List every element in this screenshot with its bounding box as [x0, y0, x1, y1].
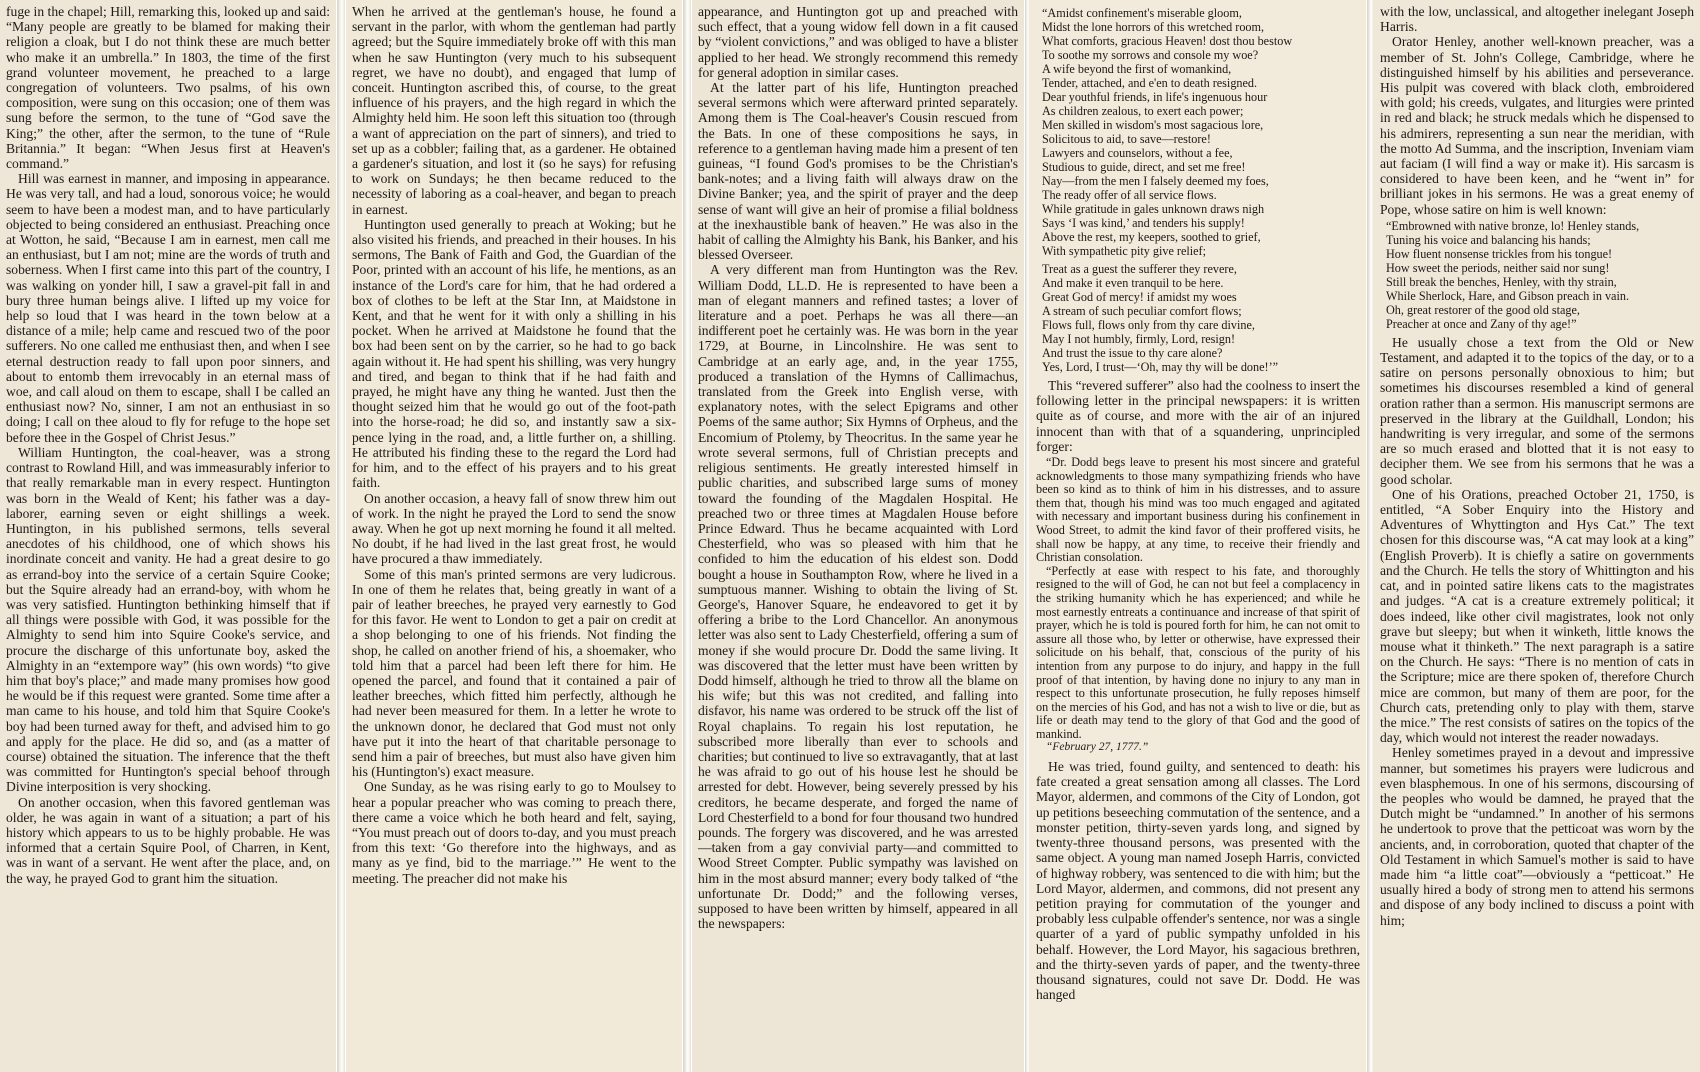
- verse-line: Solicitous to aid, to save—restore!: [1042, 132, 1211, 146]
- verse-line: And make it even tranquil to be here.: [1042, 276, 1224, 290]
- verse-line: Studious to guide, direct, and set me free!: [1042, 160, 1246, 174]
- verse-line: May I not humbly, firmly, Lord, resign!: [1042, 332, 1236, 346]
- verse-line: What comforts, gracious Heaven! dost thou bestow: [1042, 34, 1293, 48]
- fold-divider: [683, 0, 691, 1072]
- paragraph: One of his Orations, preached October 21, 1750, is entitled, “A Sober Enquiry into the History and Adventures of Whyttington and Hys Cat.” The text chosen for this discourse was, “A cat may look at a king” (English Proverb). It is chiefly a satire on governments and the Church. He tells the story of Whittington and his cat, and in pointed satire likens cats to the magistrates and judges. “A cat is a creature extremely political; it does indeed, like other civil magistrates, look not only grave but sleepy; but when it winketh, little knows the mouse what it thinketh.” The next paragraph is a satire on the Church. He says: “There is no mention of cats in the Scripture; mice are there spoken of, therefore Church mice are common, but many of them are poor, for the Church cats, pretending only to play with them, starve the mice.” The rest consists of satires on the topics of the day, which would not interest the reader nowadays.: [1380, 486, 1694, 746]
- letter-date: “February 27, 1777.”: [1046, 741, 1149, 754]
- paragraph: with the low, unclassical, and altogether inelegant Joseph Harris.: [1380, 4, 1694, 35]
- verse-line: While Sherlock, Hare, and Gibson preach in vain.: [1386, 288, 1629, 303]
- paragraph: On another occasion, a heavy fall of snow threw him out of work. In the night he prayed the Lord to send the snow away. When he got up next morning he found it all melted. No doubt, if he had lived in the last great frost, he would have procured a thaw immediately.: [352, 490, 676, 567]
- paragraph: He was tried, found guilty, and sentenced to death: his fate created a great sensation among all classes. The Lord Mayor, aldermen, and commons of the City of London, got up petitions beseeching commutation of the sentence, and a monster petition, thirty-seven yards long, and signed by twenty-three thousand persons, was presented with the same object. A young man named Joseph Harris, convicted of highway robbery, was sentenced to die with him; but the Lord Mayor, aldermen, and commons, did not present any petition praying for commutation of the younger and probably less culpable offender's sentence, nor was a single quarter of a yard of public sympathy unfolded in his behalf. However, the Lord Mayor, his sagacious brethren, and the thirty-seven yards of paper, and the twenty-three thousand signatures, could not save Dr. Dodd. He was hanged: [1036, 759, 1360, 1003]
- paragraph: Hill was earnest in manner, and imposing in appearance. He was very tall, and had a loud, sonorous voice; he would seem to have been a modest man, and to have particularly objected to being considered an enthusiast. Preaching once at Wotton, he said, “Because I am in earnest, men call me an enthusiast, but I am not; mine are the words of truth and soberness. When I first came into this part of the country, I was walking on yonder hill, I saw a gravel-pit fall in and bury three human beings alive. I lifted up my voice for help so loud that I was heard in the town below at a distance of a mile; help came and rescued two of the poor sufferers. No one called me enthusiast then, and when I see eternal destruction ready to fall upon poor sinners, and about to entomb them irrevocably in an eternal mass of woe, and call aloud on them to escape, shall I be called an enthusiast now? No, sinner, I am not an enthusiast in so doing; I call on thee aloud to fly for refuge to the hope set before thee in the Gospel of Christ Jesus.”: [6, 171, 330, 445]
- pope-satire-verse: [1380, 219, 1694, 331]
- column-2: [346, 0, 682, 1072]
- paragraph: When he arrived at the gentleman's house, he found a servant in the parlor, with whom the gentleman had partly agreed; but the Squire immediately broke off with this man when he saw Huntington (very much to his subsequent regret, we have no doubt), and engaged that lump of conceit. Huntington ascribed this, of course, to the great influence of his prayers, and the high regard in which the Almighty held him. He soon left this situation too (through a want of appreciation on the part of sinners), and tried to set up as a cobbler; failing that, as a gardener. He obtained a gardener's situation, and lost it (so he says) for refusing to work on Sundays; he then became reduced to the necessity of laboring as a coal-heaver, and began to preach in earnest.: [352, 4, 676, 217]
- verse-line: Yes, Lord, I trust—‘Oh, may thy will be done!’”: [1042, 360, 1279, 374]
- paragraph: A very different man from Huntington was the Rev. William Dodd, LL.D. He is represented to have been a man of elegant manners and refined tastes; a lover of literature and a poet. Perhaps he was all there—an indifferent poet he certainly was. He was born in the year 1729, at Bourne, in Lincolnshire. He was sent to Cambridge at an early age, and, in the year 1755, produced a translation of the Hymns of Callimachus, translated from the Greek into English verse, with explanatory notes, with the select Epigrams and other Poems of the same author; Six Hymns of Orpheus, and the Encomium of Ptolemy, by Theocritus. In the same year he wrote several sermons, full of Christian precepts and religious sentiments. He greatly interested himself in public charities, and subscribed large sums of money toward the founding of the Magdalen Hospital. He preached two or three times at Magdalen House before Prince Edward. Thus he became acquainted with Lord Chesterfield, who was so pleased with him that he confided to him the education of his eldest son. Dodd bought a house in Southampton Row, where he lived in a sumptuous manner. Wishing to obtain the living of St. George's, Hanover Square, he endeavored to get it by offering a bribe to the Lord Chancellor. An anonymous letter was also sent to Lady Chesterfield, offering a sum of money if she would procure Dr. Dodd the same living. It was discovered that the letter must have been written by Dodd himself, although he tried to throw all the blame on his wife; but this was not credited, and falling into disfavor, his name was ordered to be struck off the list of Royal chaplains. To regain his lost reputation, he subscribed more liberally than ever to schools and charities; but continued to live so extravagantly, that at last he was afraid to go out of his house lest he should be arrested for debt. However, being severely pressed by his creditors, he became desperate, and forged the name of Lord Chesterfield to a bond for four thousand two hundred pounds. The forgery was discovered, and he was arrested—taken from a gay convivial party—and committed to Wood Street Compter. Public sympathy was lavished on him in the most absurd manner; every body talked of “the unfortunate Dr. Dodd;” and the following verses, supposed to have been written by himself, appeared in all the newspapers:: [698, 262, 1018, 932]
- verse-line: Above the rest, my keepers, soothed to grief,: [1042, 230, 1261, 244]
- dodd-verses-part-2: [1036, 262, 1360, 374]
- paragraph: Orator Henley, another well-known preacher, was a member of St. John's College, Cambridge, where he distinguished himself by his abilities and perseverance. His pulpit was covered with black cloth, embroidered with gold; his creeds, vulgates, and liturgies were printed in red and black; he struck medals which he dispensed to his admirers, representing a sun near the meridian, with the motto Ad Summa, and the inscription, Inveniam viam aut faciam (I will find a way or make it). His sarcasm is considered to have been keen, and he “went in” for brilliant jokes in his sermons. He was a great enemy of Pope, whose satire on him is well known:: [1380, 34, 1694, 217]
- verse-line: Midst the lone horrors of this wretched room,: [1042, 20, 1265, 34]
- verse-line: Great God of mercy! if amidst my woes: [1042, 290, 1237, 304]
- verse-line: With sympathetic pity give relief;: [1042, 244, 1206, 258]
- verse-line: Still break the benches, Henley, with thy strain,: [1386, 274, 1617, 289]
- paragraph: He usually chose a text from the Old or New Testament, and adapted it to the topics of the day, or to a satire on persons personally obnoxious to him; but sometimes his discourses resembled a kind of general oration rather than a sermon. His manuscript sermons are preserved in the library at the Guildhall, London; his handwriting is very irregular, and some of the sermons are so much erased and blotted that it is not easy to decipher them. We see from his sermons that he was a good scholar.: [1380, 334, 1694, 487]
- dodd-letter: [1036, 456, 1360, 755]
- verse-line: To soothe my sorrows and console my woe?: [1042, 48, 1259, 62]
- verse-line: A stream of such peculiar comfort flows;: [1042, 304, 1242, 318]
- fold-divider: [1367, 0, 1374, 1072]
- paragraph: At the latter part of his life, Huntington preached several sermons which were afterward printed separately. Among them is The Coal-heaver's Cousin rescued from the Bats. In one of these compositions he says, in reference to a gentleman having made him a present of ten guineas, “I found God's promises to be the Christian's bank-notes; and a living faith will always draw on the Divine Banker; yea, and the spirit of prayer and the deep sense of want will give an heir of promise a filial boldness at the inexhaustible bank of heaven.” He was also in the habit of calling the Almighty his Bank, his Banker, and his blessed Overseer.: [698, 80, 1018, 263]
- verse-line: Lawyers and counselors, without a fee,: [1042, 146, 1233, 160]
- paragraph: William Huntington, the coal-heaver, was a strong contrast to Rowland Hill, and was immeasurably inferior to that really remarkable man in every respect. Huntington was born in the Weald of Kent; his father was a day-laborer, earning seven or eight shillings a week. Huntington, in his published sermons, tells several anecdotes of his childhood, one of which shows his inordinate conceit and vanity. He had a great desire to go as errand-boy into the service of a certain Squire Cooke; but the Squire already had an errand-boy, with whom he was very satisfied. Huntington bethinking himself that if all things were possible with God, it was possible for the Almighty to send him into Squire Cooke's service, and procure the discharge of this unfortunate boy, asked the Almighty in an “extempore way” (his own words) “to give him that boy's place;” and made many promises how good he would be if this request were granted. Some time after a man came to his house, and told him that Squire Cooke's boy had been turned away for theft, and advised him to go and apply for the place. He did so, and (as a matter of course) obtained the situation. The inference that the theft was committed for Huntington's special behoof through Divine interposition is very shocking.: [6, 444, 330, 795]
- verse-line: While gratitude in gales unknown draws nigh: [1042, 202, 1265, 216]
- verse-line: Nay—from the men I falsely deemed my foes,: [1042, 174, 1269, 188]
- verse-line: Tender, attached, and e'en to death resigned.: [1042, 76, 1258, 90]
- verse-line: “Amidst confinement's miserable gloom,: [1042, 6, 1242, 20]
- column-3: [692, 0, 1024, 1072]
- verse-line: Flows full, flows only from thy care divine,: [1042, 318, 1255, 332]
- verse-line: Preacher at once and Zany of thy age!”: [1386, 316, 1577, 331]
- verse-line: Men skilled in wisdom's most sagacious lore,: [1042, 118, 1264, 132]
- paragraph: fuge in the chapel; Hill, remarking this, looked up and said: “Many people are greatly to be blamed for making their religion a cloak, but I do not think these are much better who make it an umbrella.” In 1803, the time of the first grand volunteer movement, he preached to a large congregation of volunteers. Two psalms, of his own composition, were sung on this occasion; one of them was sung before the sermon, to the tune of “God save the King;” the other, after the sermon, to the tune of “Rule Britannia.” It began: “When Jesus first at Heaven's command.”: [6, 4, 330, 172]
- paragraph: Henley sometimes prayed in a devout and impressive manner, but sometimes his prayers were ludicrous and even blasphemous. In one of his sermons, discoursing of the peoples who would be damned, he prayed that the Dutch might be “undamned.” In another of his sermons he undertook to prove that the petticoat was worn by the ancients, and, in corroboration, quoted that chapter of the Old Testament in which Samuel's mother is said to have made him “a little coat”—obviously a “petticoat.” He usually hired a body of strong men to attend his sermons and dispose of any body inclined to discuss a point with him;: [1380, 745, 1694, 928]
- verse-line: Dear youthful friends, in life's ingenuous hour: [1042, 90, 1268, 104]
- paragraph: Some of this man's printed sermons are very ludicrous. In one of them he relates that, being greatly in want of a pair of leather breeches, he prayed very earnestly to God for this favor. He went to London to get a pair on credit at a shop belonging to one of his friends. Not finding the shop, he called on another friend of his, a shoemaker, who told him that a parcel had been left there for him. He opened the parcel, and found that it contained a pair of leather breeches, which fitted him perfectly, although he had never been measured for them. In a letter he wrote to the unknown donor, he declared that God must not only have put it into the heart of that charitable personage to send him a pair of breeches, but must also have given him his (Huntington's) exact measure.: [352, 566, 676, 780]
- verse-line: A wife beyond the first of womankind,: [1042, 62, 1232, 76]
- verse-line: How fluent nonsense trickles from his tongue!: [1386, 246, 1613, 261]
- fold-divider: [337, 0, 345, 1072]
- paragraph: appearance, and Huntington got up and preached with such effect, that a young widow fell down in a fit caused by “violent convictions,” and was obliged to have a blister applied to her head. We strongly recommend this remedy for general adoption in similar cases.: [698, 4, 1018, 80]
- letter-paragraph: “Dr. Dodd begs leave to present his most sincere and grateful acknowledgments to those many sympathizing friends who have been so kind as to think of him in his distresses, and to assure them that, though his mind was too much engaged and agitated with necessary and important business during his confinement in Wood Street, to admit the kind favor of their proffered visits, he shall now be happy, at any time, to receive their friendly and Christian consolation.: [1036, 455, 1360, 565]
- verse-line: Tuning his voice and balancing his hands;: [1386, 232, 1591, 247]
- letter-paragraph: “Perfectly at ease with respect to his fate, and thoroughly resigned to the will of God, he can not but feel a complacency in the striking humanity which he has experienced; and while he most earnestly entreats a continuance and increase of that spirit of prayer, which he is told is poured forth for him, he can not omit to assure all those who, by letter or otherwise, have expressed their solicitude on his behalf, that, conscious of the purity of his intention from any purpose to do injury, and happy in the full proof of that intention, by having done no injury to any man in respect to this unfortunate prosecution, he fully reposes himself on the mercies of his God, and has not a wish to live or die, but as life or death may tend to the glory of that God and the good of mankind.: [1036, 563, 1360, 741]
- dodd-verses-part-1: [1036, 6, 1360, 258]
- verse-line: How sweet the periods, neither said nor sung!: [1386, 260, 1610, 275]
- paragraph: This “revered sufferer” also had the coolness to insert the following letter in the principal newspapers: it is written quite as of course, and more with the air of an injured innocent than with that of a squandering, unprincipled forger:: [1036, 378, 1360, 454]
- verse-line: And trust the issue to thy care alone?: [1042, 346, 1223, 360]
- column-1: [0, 0, 336, 1072]
- verse-line: Treat as a guest the sufferer they revere,: [1042, 262, 1237, 276]
- verse-line: Says ‘I was kind,’ and tenders his supply!: [1042, 216, 1245, 230]
- column-4: [1030, 0, 1366, 1072]
- paragraph: One Sunday, as he was rising early to go to Moulsey to hear a popular preacher who was coming to preach there, there came a voice which he both heard and felt, saying, “You must preach out of doors to-day, and you must preach from this text: ‘Go therefore into the highways, and as many as ye find, bid to the marriage.’” He went to the meeting. The preacher did not make his: [352, 779, 676, 886]
- verse-line: Oh, great restorer of the good old stage,: [1386, 302, 1580, 317]
- paragraph: Huntington used generally to preach at Woking; but he also visited his friends, and preached in their houses. In his sermons, The Bank of Faith and God, the Guardian of the Poor, printed with an account of his life, he mentions, as an instance of the Lord's care for him, that he had ordered a box of clothes to be left at the Star Inn, at Maidstone in Kent, and that he went for it with only a shilling in his pocket. When he arrived at Maidstone he found that the box had been sent on by the carrier, so he had to go back again without it. He had spent his shilling, was very hungry and tired, and began to think that if he had faith and prayed, he might have any thing he wanted. Just then the thought seized him that he would go out of the foot-path into the horse-road; he did so, and instantly saw a six-pence lying in the road, and, a little further on, a shilling. He attributed his finding these to the regard the Lord had for him, and to the effect of his prayers and to his great faith.: [352, 216, 676, 491]
- verse-line: The ready offer of all service flows.: [1042, 188, 1217, 202]
- verse-line: “Embrowned with native bronze, lo! Henley stands,: [1386, 218, 1640, 233]
- verse-line: As children zealous, to exert each power;: [1042, 104, 1244, 118]
- paragraph: On another occasion, when this favored gentleman was older, he was again in want of a situation; a part of his history which appears to us to be highly probable. He was informed that a certain Squire Pool, of Charren, in Kent, was in want of a servant. He went after the place, and, on the way, he prayed God to grant him the situation.: [6, 794, 330, 886]
- column-5: [1374, 0, 1700, 1072]
